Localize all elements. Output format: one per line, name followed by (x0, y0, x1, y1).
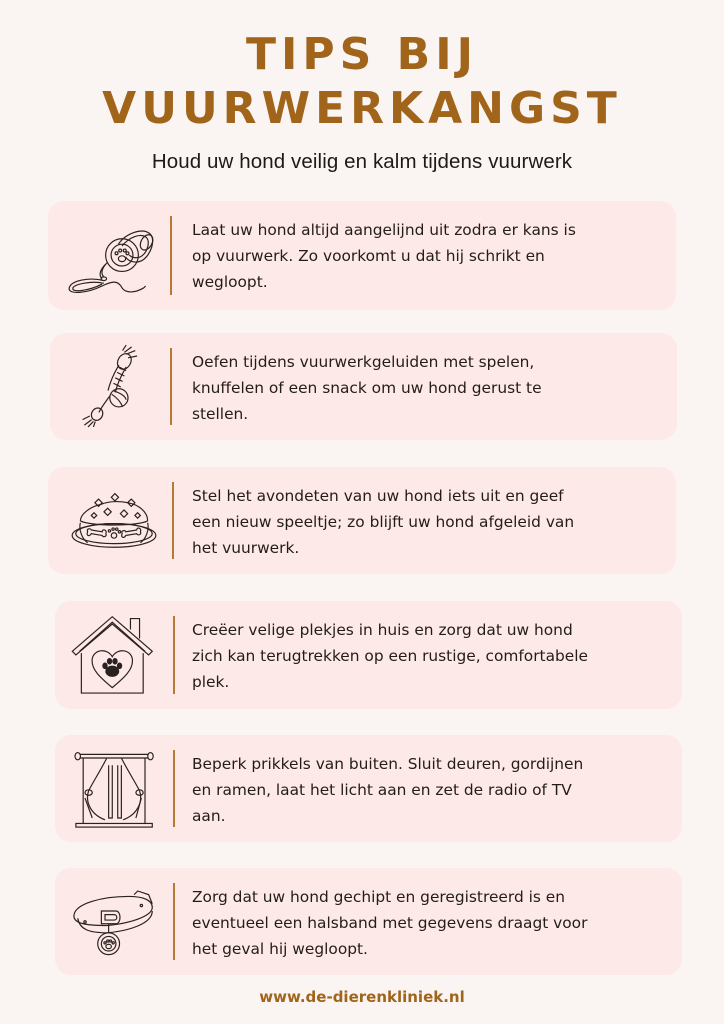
tip-line: plek. (192, 673, 230, 691)
divider (173, 616, 175, 694)
page-title-line-1: TIPS BIJ (246, 29, 478, 80)
collar-tag-icon (65, 876, 165, 966)
tip-card-leash (48, 201, 676, 310)
tip-line: een nieuw speeltje; zo blijft uw hond afgeleid van (192, 513, 575, 531)
tip-line: zich kan terugtrekken op een rustige, comfortabele (192, 647, 588, 665)
tip-line: op vuurwerk. Zo voorkomt u dat hij schrikt en (192, 247, 545, 265)
page-subtitle: Houd uw hond veilig en kalm tijdens vuurwerk (151, 150, 573, 173)
tip-card-collar (55, 868, 682, 975)
divider (170, 348, 172, 425)
tip-text (192, 349, 672, 427)
divider (172, 482, 174, 559)
tip-line: Laat uw hond altijd aangelijnd uit zodra er kans is (192, 221, 576, 239)
tip-text (192, 483, 672, 561)
tip-line: Beperk prikkels van buiten. Sluit deuren, gordijnen (192, 755, 584, 773)
tip-text (192, 751, 682, 829)
tip-line: Stel het avondeten van uw hond iets uit en geef (192, 487, 564, 505)
tip-line: Oefen tijdens vuurwerkgeluiden met spelen, (192, 353, 535, 371)
tip-line: aan. (192, 807, 226, 825)
window-curtains-icon (65, 743, 165, 833)
tip-text (192, 617, 682, 695)
divider (173, 750, 175, 827)
tip-line: Creëer velige plekjes in huis en zorg dat uw hond (192, 621, 573, 639)
tip-line: stellen. (192, 405, 249, 423)
tip-card-window (55, 735, 682, 842)
tip-line: het vuurwerk. (192, 539, 300, 557)
tip-card-food-bowl (48, 467, 676, 574)
tip-line: eventueel een halsband met gegevens draagt voor (192, 914, 588, 932)
tip-line: het geval hij wegloopt. (192, 940, 368, 958)
tip-text (192, 217, 672, 295)
tip-line: wegloopt. (192, 273, 268, 291)
tip-line: Zorg dat uw hond gechipt en geregistreerd is en (192, 888, 566, 906)
house-heart-paw-icon (65, 609, 165, 699)
website-link[interactable]: www.de-dierenkliniek.nl (259, 988, 465, 1006)
tip-line: knuffelen of een snack om uw hond gerust te (192, 379, 542, 397)
rope-toy-icon (68, 341, 168, 431)
leash-icon (62, 211, 162, 301)
tip-text (192, 884, 682, 962)
tip-line: en ramen, laat het licht aan en zet de radio of TV (192, 781, 572, 799)
tip-card-safe-place (55, 601, 682, 709)
tip-card-rope-toy (50, 333, 677, 440)
food-bowl-icon (64, 475, 164, 565)
page-title-line-2: VUURWERKANGST (102, 83, 622, 134)
divider (170, 216, 172, 295)
divider (173, 883, 175, 960)
